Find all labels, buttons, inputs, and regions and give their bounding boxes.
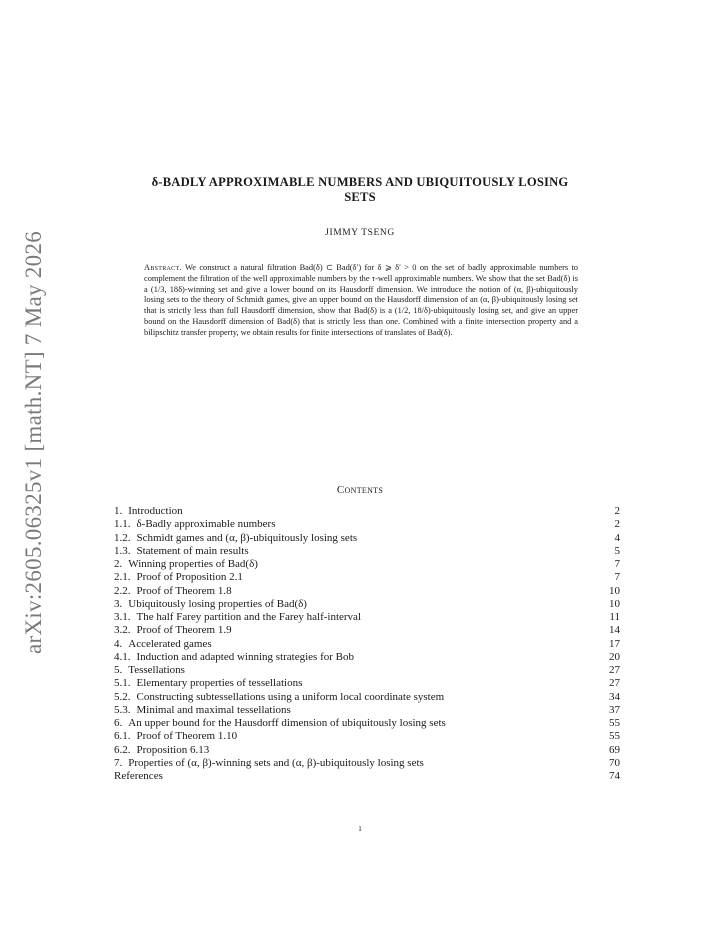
toc-entry[interactable] (114, 744, 620, 757)
toc-entry-title: δ-Badly approximable numbers (136, 518, 276, 531)
toc-entry-title: References (114, 770, 163, 782)
toc-entry-title: Ubiquitously losing properties of Bad(δ) (128, 597, 307, 610)
toc-entry-page: 17 (609, 637, 620, 650)
toc-entry-number: 6.1. (114, 730, 131, 743)
toc-entry-page: 11 (609, 611, 620, 623)
toc-entry[interactable] (114, 704, 620, 717)
toc-entry-number: 1.2. (114, 531, 131, 544)
toc-entry-page: 10 (609, 597, 620, 610)
toc-entry-title: Constructing subtessellations using a uniform local coordinate system (136, 690, 445, 703)
toc-entry-page: 10 (609, 584, 620, 597)
toc-entry-page: 20 (609, 650, 620, 663)
toc-entry-number: 1.3. (114, 544, 131, 557)
toc-entry[interactable] (114, 730, 620, 743)
toc-entry-number: 6. (114, 717, 123, 729)
toc-entry[interactable] (114, 757, 620, 770)
toc-entry-page: 74 (609, 770, 620, 782)
toc-entry-page: 55 (609, 730, 620, 743)
toc-entry[interactable] (114, 651, 620, 664)
toc-entry-page: 69 (609, 743, 620, 756)
toc-entry-number: 1.1. (114, 518, 131, 531)
toc-entry[interactable] (114, 611, 620, 624)
toc-entry-title: Statement of main results (136, 544, 249, 557)
toc-entry-title: Proof of Proposition 2.1 (136, 571, 243, 584)
toc-entry-page: 27 (609, 677, 620, 690)
toc-entry-number: 3.1. (114, 611, 131, 623)
toc-entry-number: 5. (114, 664, 123, 676)
toc-entry[interactable] (114, 571, 620, 584)
toc-entry-title: The half Farey partition and the Farey half-interval (136, 611, 361, 623)
toc-entry[interactable] (114, 558, 620, 571)
toc-entry-number: 3.2. (114, 624, 131, 637)
toc-entry[interactable] (114, 770, 620, 783)
toc-entry-title: Proof of Theorem 1.8 (136, 584, 232, 597)
toc-entry[interactable] (114, 691, 620, 704)
toc-entry[interactable] (114, 664, 620, 677)
toc-entry-title: Proposition 6.13 (136, 743, 210, 756)
toc-entry-number: 5.3. (114, 703, 131, 716)
abstract-text: We construct a natural filtration Bad(δ) ⊂ Bad(δ′) for δ ⩾ δ′ > 0 on the set of badly approximable numbers to complement the filtration of the well approximable numbers by the τ-well approximable numbers. We show that the set Bad(δ) is a (1/3, 18δ)-winning set and give a lower bound on its Hausdorff dimension. We introduce the notion of (α, β)-ubiquitously losing sets to the theory of Schmidt games, give an upper bound on the Hausdorff dimension of an (α, β)-ubiquitously losing set that is strictly less than full Hausdorff dimension, show that Bad(δ) is a (1/2, 18/δ)-ubiquitously losing set, and give an upper bound on the Hausdorff dimension of Bad(δ) that is strictly less than one. Combined with a finite intersection property and a bilipschitz transfer property, we obtain results for finite intersections of translates of Bad(δ). (144, 263, 578, 337)
toc-entry-title: Proof of Theorem 1.10 (136, 730, 238, 743)
toc-entry-page: 34 (609, 690, 620, 703)
toc-entry-number: 2.1. (114, 571, 131, 584)
paper-title-line-1: δ-BADLY APPROXIMABLE NUMBERS AND UBIQUITOUSLY LOSING (151, 175, 569, 189)
toc-entry-title: Properties of (α, β)-winning sets and (α, β)-ubiquitously losing sets (128, 756, 424, 769)
table-of-contents (114, 505, 620, 783)
toc-entry-title: Introduction (128, 505, 183, 517)
toc-entry-page: 37 (609, 703, 620, 716)
toc-entry[interactable] (114, 638, 620, 651)
toc-entry-title: An upper bound for the Hausdorff dimension of ubiquitously losing sets (128, 717, 446, 729)
contents-heading: Contents (336, 484, 384, 496)
toc-entry[interactable] (114, 598, 620, 611)
toc-entry-page: 7 (614, 558, 620, 570)
toc-entry[interactable] (114, 518, 620, 531)
toc-entry-title: Induction and adapted winning strategies for Bob (136, 650, 355, 663)
abstract (144, 263, 578, 338)
author-name: JIMMY TSENG (325, 228, 395, 238)
toc-entry-number: 5.1. (114, 677, 131, 690)
toc-entry-title: Winning properties of Bad(δ) (128, 558, 258, 570)
toc-entry-page: 55 (609, 717, 620, 729)
page-number: 1 (358, 824, 362, 833)
toc-entry-title: Elementary properties of tessellations (136, 677, 303, 690)
toc-entry-number: 2.2. (114, 584, 131, 597)
toc-entry-number: 4. (114, 637, 123, 650)
toc-entry[interactable] (114, 505, 620, 518)
toc-entry[interactable] (114, 624, 620, 637)
toc-entry-number: 6.2. (114, 743, 131, 756)
toc-entry[interactable] (114, 532, 620, 545)
toc-entry-page: 4 (614, 531, 620, 544)
toc-entry-number: 5.2. (114, 690, 131, 703)
toc-entry[interactable] (114, 545, 620, 558)
toc-entry-page: 2 (614, 518, 620, 531)
toc-entry[interactable] (114, 585, 620, 598)
toc-entry[interactable] (114, 717, 620, 730)
toc-entry-page: 2 (614, 505, 620, 517)
toc-entry-title: Minimal and maximal tessellations (136, 703, 291, 716)
toc-entry-number: 2. (114, 558, 123, 570)
toc-entry-page: 5 (614, 544, 620, 557)
toc-entry-number: 4.1. (114, 650, 131, 663)
toc-entry-title: Accelerated games (128, 637, 212, 650)
toc-entry-title: Proof of Theorem 1.9 (136, 624, 232, 637)
toc-entry-page: 14 (609, 624, 620, 637)
abstract-label: Abstract. (144, 263, 182, 272)
toc-entry-title: Schmidt games and (α, β)-ubiquitously losing sets (136, 531, 358, 544)
toc-entry-page: 7 (614, 571, 620, 584)
toc-entry-number: 3. (114, 597, 123, 610)
toc-entry[interactable] (114, 677, 620, 690)
paper-title (100, 175, 620, 205)
toc-entry-page: 27 (609, 664, 620, 676)
toc-entry-page: 70 (609, 756, 620, 769)
toc-entry-number: 1. (114, 505, 123, 517)
paper-title-line-2: SETS (344, 190, 376, 204)
toc-entry-number: 7. (114, 756, 123, 769)
arxiv-identifier-stamp: arXiv:2605.06325v1 [math.NT] 7 May 2026 (21, 230, 46, 654)
toc-entry-title: Tessellations (128, 664, 185, 676)
